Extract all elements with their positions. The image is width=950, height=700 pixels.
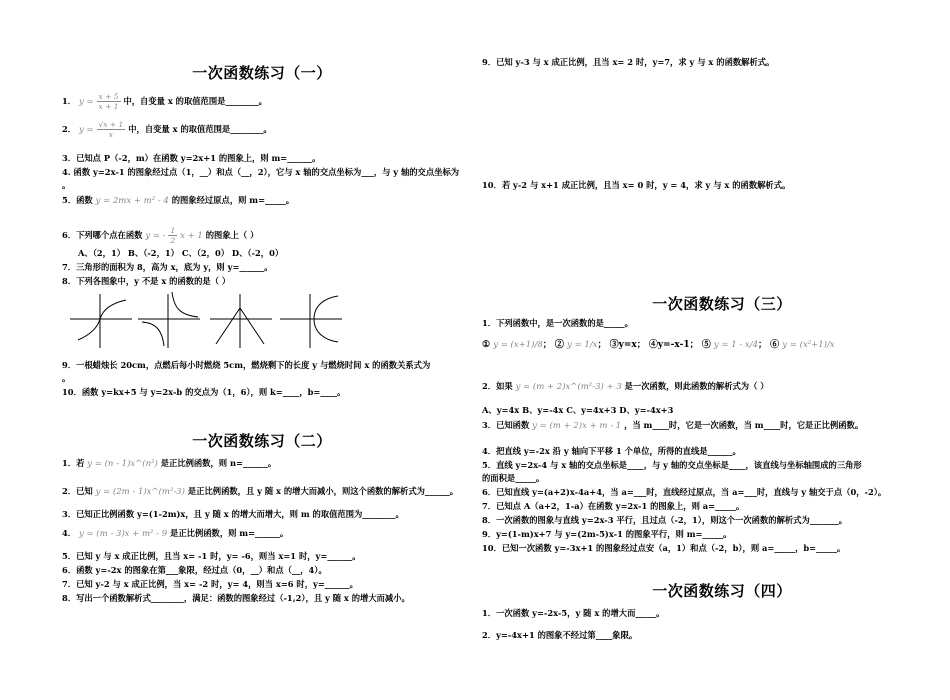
question-2-10: 10．若 y-2 与 x+1 成正比例，且当 x= 0 时，y = 4，求 y 与 x 的函数解析式。 xyxy=(482,180,791,190)
question-3-9: 9．y=(1-m)x+7 与 y=(2m-5)x-1 的图象平行，则 m=_____。 xyxy=(482,529,732,539)
question-3-4: 4．把直线 y=-2x 沿 y 轴向下平移 1 个单位，所得的直线是______。 xyxy=(482,446,741,456)
graph-c xyxy=(210,294,272,348)
question-1-1: 1． y = $\frac{x + 5}{x + 1}$ 中，自变量 x 的取值范围是________。 xyxy=(62,92,267,111)
question-1-7: 7．三角形的面积为 8，高为 x，底为 y，则 y=______。 xyxy=(62,262,273,272)
question-3-2: 2．如果 y = (m + 2)x^(m²-3) + 3 是一次函数，则此函数的解析式为（ ） xyxy=(482,381,769,392)
question-3-5-end: 的面积是_____。 xyxy=(482,473,545,483)
question-2-7: 7．已知 y-2 与 x 成正比例，当 x= -2 时，y= 4，则当 x=6 时，y=______。 xyxy=(62,579,358,589)
graph-a xyxy=(70,294,132,348)
question-1-8: 8．下列各图象中，y 不是 x 的函数的是（ ） xyxy=(62,276,231,286)
question-2-6: 6．函数 y=-2x 的图象在第___象限，经过点（0，__）和点（__，4）。 xyxy=(62,565,327,575)
question-1-5: 5．函数 y = 2mx + m² - 4 的图象经过原点，则 m=_____。 xyxy=(62,195,295,206)
question-3-6: 6．已知直线 y=(a+2)x-4a+4，当 a=___时，直线经过原点，当 a=___时，直线与 y 轴交于点（0，-2）。 xyxy=(482,487,887,497)
question-2-4: 4． y = (m - 3)x + m² - 9 是正比例函数，则 m=______。 xyxy=(62,528,289,539)
question-1-6: 6．下列哪个点在函数 y = - $\frac{1}{2}$ x + 1 的图象上（ ） xyxy=(62,226,259,245)
question-2-8: 8．写出一个函数解析式________，满足：函数的图象经过（-1,2），且 y 随 x 的增大而减小。 xyxy=(62,593,410,603)
section-title-1: 一次函数练习（一） xyxy=(192,64,332,82)
question-1-3: 3．已知点 P（-2，m）在函数 y=2x+1 的图象上，则 m=______。 xyxy=(62,153,321,163)
question-3-1-options: ① y = (x+1)/8； ② y = 1/x； ③y=x； ④y=-x-1； ⑤ y = 1 - x/4； ⑥ y = (x²+1)/x xyxy=(482,340,835,350)
question-1-9: 9．一根蜡烛长 20cm，点燃后每小时燃烧 5cm，燃烧剩下的长度 y 与燃烧时间 x 的函数关系式为 xyxy=(62,360,431,370)
question-3-5: 5．直线 y=2x-4 与 x 轴的交点坐标是____，与 y 轴的交点坐标是____，该直线与坐标轴围成的三角形 xyxy=(482,460,862,470)
question-1-4-end: 。 xyxy=(62,180,71,190)
question-2-3: 3．已知正比例函数 y=(1-2m)x，且 y 随 x 的增大而增大，则 m 的取值范围为________。 xyxy=(62,509,404,519)
question-3-3: 3．已知函数 y = (m + 2)x + m - 1 ，当 m____时，它是一次函数，当 m____时，它是正比例函数。 xyxy=(482,420,864,431)
function-graphs-figure xyxy=(70,290,350,352)
section-title-4: 一次函数练习（四） xyxy=(652,582,792,600)
question-3-7: 7．已知点 A（a+2，1-a）在函数 y=2x-1 的图象上，则 a=_____。 xyxy=(482,501,745,511)
question-4-2: 2．y=-4x+1 的图象不经过第____象限。 xyxy=(482,630,638,640)
question-2-5: 5．已知 y 与 x 成正比例，且当 x= -1 时，y= -6，则当 x=1 时，y=______。 xyxy=(62,551,361,561)
section-title-3: 一次函数练习（三） xyxy=(652,295,792,313)
graph-b xyxy=(138,292,200,348)
question-3-1: 1．下列函数中，是一次函数的是_____。 xyxy=(482,318,633,328)
graph-d xyxy=(280,294,342,348)
question-2-2: 2．已知 y = (2m - 1)x^(m²-3) 是正比例函数，且 y 随 x 的增大而减小，则这个函数的解析式为______。 xyxy=(62,486,459,497)
question-1-6-options: A、（2，1） B、（-2，1） C、（2，0） D、（-2，0） xyxy=(78,248,284,258)
question-3-10: 10．已知一次函数 y=-3x+1 的图象经过点安（a，1）和点（-2，b），则 a=_____，b=_____。 xyxy=(482,543,846,553)
question-1-2: 2． y = $\frac{√x + 1}{x}$ 中，自变量 x 的取值范围是________。 xyxy=(62,120,272,139)
question-3-2-options: A、y=4x B、y=-4x C、y=4x+3 D、y=-4x+3 xyxy=(482,405,674,415)
section-title-2: 一次函数练习（二） xyxy=(192,432,332,450)
question-1-4: 4. 函数 y=2x-1 的图象经过点（1，__）和点（__，2），它与 x 轴的交点坐标为___，与 y 轴的交点坐标为 xyxy=(62,167,460,177)
question-2-9: 9．已知 y-3 与 x 成正比例，且当 x= 2 时，y=7，求 y 与 x 的函数解析式。 xyxy=(482,57,775,67)
question-1-10: 10．函数 y=kx+5 与 y=2x-b 的交点为（1，6），则 k=____，b=____。 xyxy=(62,387,346,397)
question-2-1: 1．若 y = (n - 1)x^(n²) 是正比例函数，则 n=______。 xyxy=(62,458,277,469)
question-4-1: 1．一次函数 y=-2x-5，y 随 x 的增大而_____。 xyxy=(482,608,665,618)
question-3-8: 8．一次函数的图象与直线 y=2x-3 平行，且过点（-2，1），则这个一次函数的解析式为_______。 xyxy=(482,515,848,525)
question-1-9-end: 。 xyxy=(62,373,71,383)
